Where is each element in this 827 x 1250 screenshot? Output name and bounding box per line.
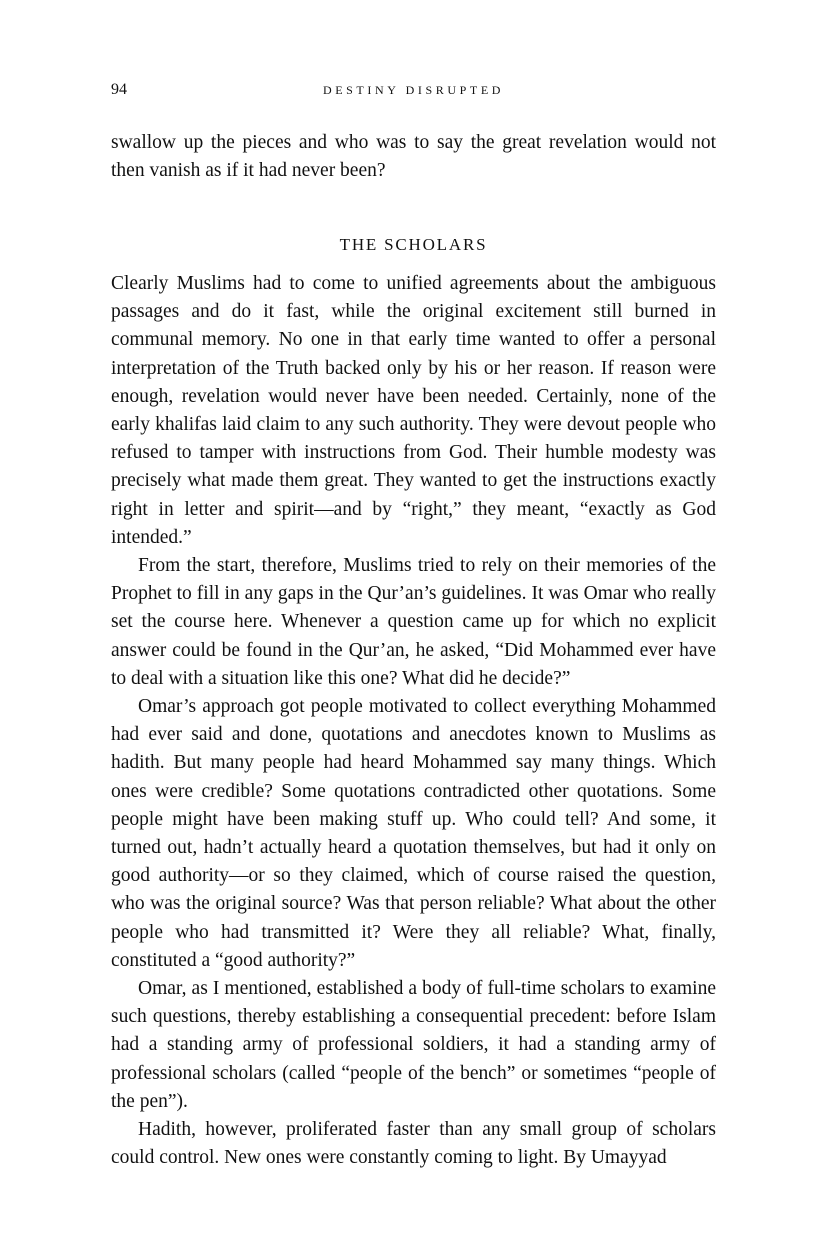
running-head: DESTINY DISRUPTED bbox=[322, 83, 505, 97]
page-number: 94 bbox=[111, 81, 127, 98]
paragraph: From the start, therefore, Muslims tried to rely on their memories of the Prophet to fill in any gaps in the Qur’an’s guidelines. It was Omar who really set the course here. Whenever a question came up for which no explicit answer could be found in the Qur’an, he asked, “Did Mohammed ever have to deal with a situation like this one? What did he decide?” bbox=[111, 555, 716, 689]
section-heading: THE SCHOLARS bbox=[339, 235, 488, 254]
paragraph: Clearly Muslims had to come to unified agreements about the ambiguous passages and do it fast, while the original excitement still burned in communal memory. No one in that early time wanted to offer a personal interpretation of the Truth backed only by his or her reason. If reason were enough, revelation would never have been needed. Certainly, none of the early khalifas laid claim to any such authority. They were devout people who refused to tamper with instructions from God. Their humble modesty was precisely what made them great. They wanted to get the instructions exactly right in letter and spirit—and by “right,” they meant, “exactly as God intended.” bbox=[111, 273, 716, 548]
paragraph: Hadith, however, proliferated faster than any small group of scholars could control. New ones were constantly coming to light. By Umayyad bbox=[111, 1119, 716, 1169]
paragraph: Omar’s approach got people motivated to collect everything Mohammed had ever said and done, quotations and anecdotes known to Muslims as hadith. But many people had heard Mohammed say many things. Which ones were credible? Some quotations contradicted other quotations. Some people might have been making stuff up. Who could tell? And some, it turned out, hadn’t actually heard a quotation themselves, but had it only on good authority—or so they claimed, which of course raised the question, who was the original source? Was that person reliable? What about the other people who had transmitted it? Were they all reliable? What, finally, constituted a “good authority?” bbox=[111, 696, 716, 971]
main-text-block bbox=[111, 270, 716, 1173]
intro-paragraph: swallow up the pieces and who was to say the great revelation would not then vanish as if it had never been? bbox=[111, 132, 716, 182]
paragraph: Omar, as I mentioned, established a body of full-time scholars to examine such questions, thereby establishing a consequential precedent: before Islam had a standing army of professional soldiers, it had a standing army of professional scholars (called “people of the bench” or sometimes “people of the pen”). bbox=[111, 978, 716, 1112]
intro-text-block bbox=[111, 129, 716, 185]
